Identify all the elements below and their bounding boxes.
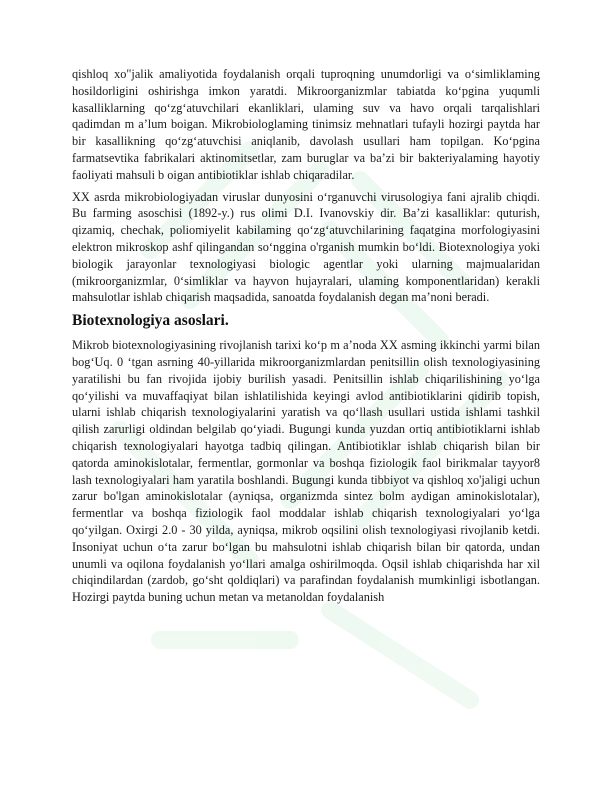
paragraph-biotech-history: Mikrob biotexnologiyasining rivojlanish tarixi ko‘p m a’noda XX asming ikkinchi yarmi bilan bog‘Uq. 0 ‘tgan asrning 40-yillarida mikroorganizmlardan penitsillin olish texnologiyasining yaratilishi bu fan rivojida ijobiy burilish yasadi. Penitsillin ishlab chiqarilishining yo‘lga qo‘yilishi va muvaffaqiyat bilan ishlatilishida keyingi avlod antibiotiklarini qidirib topish, ularni ishlab chiqarish texnologiyalarini yaratish va qo‘llash usullari ustida ishlami tashkil qilish zarurligi oldindan belgilab qo‘yiadi. Bugungi kunda yuzdan ortiq antibiotiklarni ishlab chiqarish texnologiyalari hayotga tadbiq qilingan. Antibiotiklar ishlab chiqarish bilan bir qatorda aminokislotalar, fermentlar, gormonlar va boshqa fiziologik faol birikmalar tayyor8 lash texnologiyalari ham yaratila boshlandi. Bugungi kunda tibbiyot va qishloq xo'jaligi uchun zarur bo'lgan aminokislotalar (ayniqsa, organizmda sintez bolm aydigan aminokislotalar), fermentlar va boshqa fiziologik faol moddalar ishlab chiqarish texnologiyalari yo‘lga qo‘yilgan. Oxirgi 2.0 - 30 yilda, ayniqsa, mikrob oqsilini olish texnologiyasi rivojlanib ketdi. Insoniyat uchun o‘ta zarur bo‘lgan bu mahsulotni ishlab chiqarish bilan bir qatorda, undan unumli va oqilona foydalanish yo‘llari amalga oshirilmoqda. Oqsil ishlab chiqarishda har xil chiqindilardan (zardob, go‘sht qoldiqlari) va parafindan foydalanish mumkinligi isbotlangan. Hozirgi paytda buning uchun metan va metanoldan foydalanish bbox=[72, 338, 540, 605]
paragraph-virusology: XX asrda mikrobiologiyadan viruslar dunyosini o‘rganuvchi virusologiya fani ajralib chiqdi. Bu farming asoschisi (1892-y.) rus olimi D.I. Ivanovskiy dir. Ba’zi kasalliklar: quturish, qizamiq, chechak, poliomiyelit kabilaming qo‘zg‘atuvchilarining faqatgina morfologiyasini elektron mikroskop ashf qilingandan so‘nggina o'rganish mumkin bo‘ldi. Biotexnologiya yoki biologik jarayonlar texnologiyasi biologic agentlar yoki ularning majmualaridan (mikroorganizmlar, 0‘simliklar va hayvon hujayralari, ulaming komponentlaridan) kerakli mahsulotlar ishlab chiqarish maqsadida, sanoatda foydalanish degan ma’noni beradi. bbox=[72, 189, 540, 305]
watermark-stroke bbox=[330, 610, 470, 700]
paragraph-intro: qishloq xo"jalik amaliyotida foydalanish orqali tuproqning unumdorligi va o‘simliklaming hosildorligini oshirishga imkon yaratdi. Mikroorganizmlar tabiatda ko‘pgina yuqumli kasalliklarning qo‘zg‘atuvchilari ekanliklari, ulaming suv va havo orqali tarqalishlari qadimdan m a’lum boigan. Mikrobiologlaming tinimsiz mehnatlari tufayli hozirgi paytda har bir kasallikning qo‘zg‘atuvchisi aniqlanib, davolash usullari ham topilgan. Ko‘pgina farmatsevtika fabrikalari aktinomitsetlar, zam buruglar va ba’zi bir bakteriyalaming hayotiy faoliyati mahsuli b oigan antibiotiklar ishlab chiqaradilar. bbox=[72, 67, 540, 182]
section-heading: Biotexnologiya asoslari. bbox=[72, 312, 229, 330]
document-body bbox=[72, 66, 540, 606]
